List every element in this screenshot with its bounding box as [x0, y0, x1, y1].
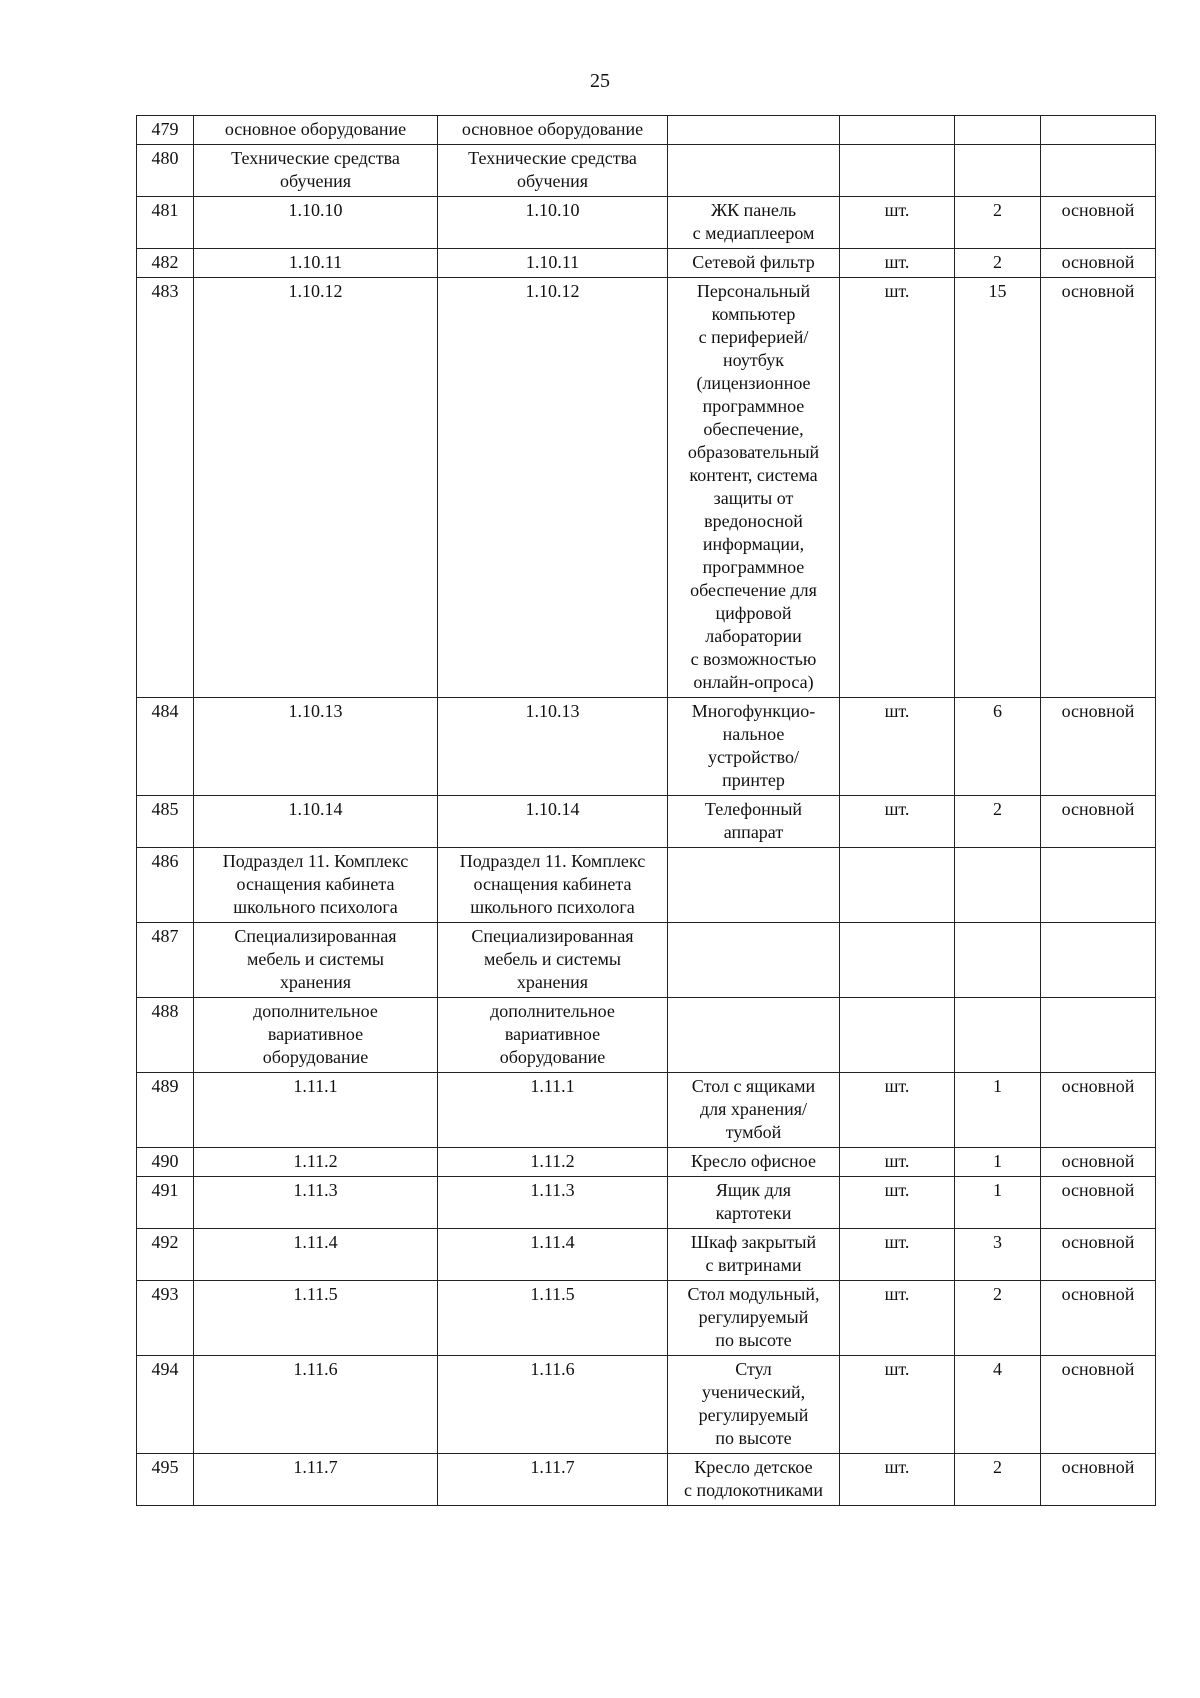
code-cell-a: основное оборудование [194, 116, 438, 145]
item-name-cell [668, 848, 840, 923]
table-row [137, 998, 1156, 1073]
table-row [137, 197, 1156, 249]
item-name-cell: Стол модульный, регулируемый по высоте [668, 1281, 840, 1356]
type-cell [1041, 998, 1156, 1073]
unit-cell: шт. [840, 698, 955, 796]
code-cell-a: 1.10.13 [194, 698, 438, 796]
quantity-cell [955, 116, 1041, 145]
code-cell-b: 1.11.3 [438, 1177, 668, 1229]
row-number-cell: 492 [137, 1229, 194, 1281]
table-row [137, 796, 1156, 848]
item-name-cell [668, 998, 840, 1073]
unit-cell [840, 145, 955, 197]
code-cell-a: дополнительное вариативное оборудование [194, 998, 438, 1073]
code-cell-a: 1.10.11 [194, 249, 438, 278]
type-cell [1041, 848, 1156, 923]
item-name-cell: Кресло офисное [668, 1148, 840, 1177]
unit-cell: шт. [840, 197, 955, 249]
table-row [137, 923, 1156, 998]
quantity-cell: 1 [955, 1177, 1041, 1229]
type-cell: основной [1041, 1281, 1156, 1356]
quantity-cell: 1 [955, 1148, 1041, 1177]
unit-cell: шт. [840, 278, 955, 698]
row-number-cell: 495 [137, 1454, 194, 1506]
code-cell-a: 1.11.6 [194, 1356, 438, 1454]
row-number-cell: 486 [137, 848, 194, 923]
row-number-cell: 480 [137, 145, 194, 197]
row-number-cell: 488 [137, 998, 194, 1073]
type-cell: основной [1041, 1177, 1156, 1229]
code-cell-b: Подраздел 11. Комплекс оснащения кабинета школьного психолога [438, 848, 668, 923]
code-cell-b: дополнительное вариативное оборудование [438, 998, 668, 1073]
item-name-cell: Кресло детское с подлокотниками [668, 1454, 840, 1506]
unit-cell: шт. [840, 1356, 955, 1454]
table-row [137, 698, 1156, 796]
quantity-cell: 3 [955, 1229, 1041, 1281]
type-cell: основной [1041, 1356, 1156, 1454]
item-name-cell [668, 145, 840, 197]
code-cell-b: 1.11.1 [438, 1073, 668, 1148]
row-number-cell: 489 [137, 1073, 194, 1148]
code-cell-a: 1.10.12 [194, 278, 438, 698]
table-row [137, 1148, 1156, 1177]
type-cell: основной [1041, 197, 1156, 249]
code-cell-b: Специализированная мебель и системы хранения [438, 923, 668, 998]
code-cell-b: 1.11.2 [438, 1148, 668, 1177]
quantity-cell: 2 [955, 1281, 1041, 1356]
unit-cell: шт. [840, 1148, 955, 1177]
table-row [137, 278, 1156, 698]
item-name-cell [668, 116, 840, 145]
code-cell-b: основное оборудование [438, 116, 668, 145]
item-name-cell: ЖК панель с медиаплеером [668, 197, 840, 249]
row-number-cell: 479 [137, 116, 194, 145]
code-cell-a: 1.11.7 [194, 1454, 438, 1506]
table-row [137, 145, 1156, 197]
type-cell: основной [1041, 1229, 1156, 1281]
unit-cell: шт. [840, 1454, 955, 1506]
item-name-cell: Стул ученический, регулируемый по высоте [668, 1356, 840, 1454]
table-row [137, 1073, 1156, 1148]
code-cell-a: 1.11.1 [194, 1073, 438, 1148]
row-number-cell: 481 [137, 197, 194, 249]
unit-cell: шт. [840, 1073, 955, 1148]
page-number: 25 [590, 70, 610, 92]
table-row [137, 1356, 1156, 1454]
quantity-cell: 6 [955, 698, 1041, 796]
row-number-cell: 487 [137, 923, 194, 998]
item-name-cell: Сетевой фильтр [668, 249, 840, 278]
code-cell-b: 1.10.12 [438, 278, 668, 698]
row-number-cell: 482 [137, 249, 194, 278]
unit-cell: шт. [840, 1281, 955, 1356]
item-name-cell [668, 923, 840, 998]
table-row [137, 1229, 1156, 1281]
quantity-cell [955, 145, 1041, 197]
code-cell-a: 1.11.4 [194, 1229, 438, 1281]
unit-cell [840, 998, 955, 1073]
quantity-cell [955, 848, 1041, 923]
code-cell-a: Подраздел 11. Комплекс оснащения кабинета школьного психолога [194, 848, 438, 923]
item-name-cell: Персональный компьютер с периферией/ ноутбук (лицензионное программное обеспечение, образовательный контент, система защиты от вредоносной информации, программное обеспечение для цифровой лаборатории с возможностью онлайн-опроса) [668, 278, 840, 698]
row-number-cell: 494 [137, 1356, 194, 1454]
type-cell: основной [1041, 249, 1156, 278]
table-row [137, 848, 1156, 923]
unit-cell: шт. [840, 1229, 955, 1281]
equipment-table [136, 115, 1156, 1506]
quantity-cell [955, 923, 1041, 998]
unit-cell [840, 116, 955, 145]
code-cell-a: 1.11.2 [194, 1148, 438, 1177]
code-cell-a: Специализированная мебель и системы хранения [194, 923, 438, 998]
code-cell-b: 1.11.5 [438, 1281, 668, 1356]
item-name-cell: Телефонный аппарат [668, 796, 840, 848]
quantity-cell [955, 998, 1041, 1073]
type-cell: основной [1041, 1148, 1156, 1177]
row-number-cell: 490 [137, 1148, 194, 1177]
item-name-cell: Многофункцио- нальное устройство/ принтер [668, 698, 840, 796]
table-row [137, 249, 1156, 278]
unit-cell: шт. [840, 249, 955, 278]
code-cell-b: 1.11.4 [438, 1229, 668, 1281]
code-cell-b: 1.10.13 [438, 698, 668, 796]
unit-cell [840, 923, 955, 998]
unit-cell: шт. [840, 1177, 955, 1229]
row-number-cell: 483 [137, 278, 194, 698]
type-cell: основной [1041, 278, 1156, 698]
code-cell-b: 1.11.7 [438, 1454, 668, 1506]
table-row [137, 1177, 1156, 1229]
quantity-cell: 1 [955, 1073, 1041, 1148]
quantity-cell: 4 [955, 1356, 1041, 1454]
item-name-cell: Шкаф закрытый с витринами [668, 1229, 840, 1281]
quantity-cell: 2 [955, 1454, 1041, 1506]
unit-cell [840, 848, 955, 923]
row-number-cell: 485 [137, 796, 194, 848]
code-cell-b: Технические средства обучения [438, 145, 668, 197]
type-cell: основной [1041, 698, 1156, 796]
row-number-cell: 484 [137, 698, 194, 796]
code-cell-a: 1.10.14 [194, 796, 438, 848]
quantity-cell: 2 [955, 197, 1041, 249]
code-cell-a: Технические средства обучения [194, 145, 438, 197]
quantity-cell: 2 [955, 796, 1041, 848]
code-cell-b: 1.10.10 [438, 197, 668, 249]
row-number-cell: 491 [137, 1177, 194, 1229]
table-body [137, 116, 1156, 1506]
row-number-cell: 493 [137, 1281, 194, 1356]
table-row [137, 116, 1156, 145]
code-cell-a: 1.11.5 [194, 1281, 438, 1356]
item-name-cell: Стол с ящиками для хранения/ тумбой [668, 1073, 840, 1148]
type-cell [1041, 923, 1156, 998]
type-cell: основной [1041, 1454, 1156, 1506]
code-cell-b: 1.10.11 [438, 249, 668, 278]
type-cell: основной [1041, 1073, 1156, 1148]
code-cell-a: 1.11.3 [194, 1177, 438, 1229]
quantity-cell: 2 [955, 249, 1041, 278]
unit-cell: шт. [840, 796, 955, 848]
code-cell-a: 1.10.10 [194, 197, 438, 249]
code-cell-b: 1.11.6 [438, 1356, 668, 1454]
item-name-cell: Ящик для картотеки [668, 1177, 840, 1229]
code-cell-b: 1.10.14 [438, 796, 668, 848]
table-row [137, 1281, 1156, 1356]
table-row [137, 1454, 1156, 1506]
type-cell [1041, 145, 1156, 197]
type-cell [1041, 116, 1156, 145]
quantity-cell: 15 [955, 278, 1041, 698]
type-cell: основной [1041, 796, 1156, 848]
